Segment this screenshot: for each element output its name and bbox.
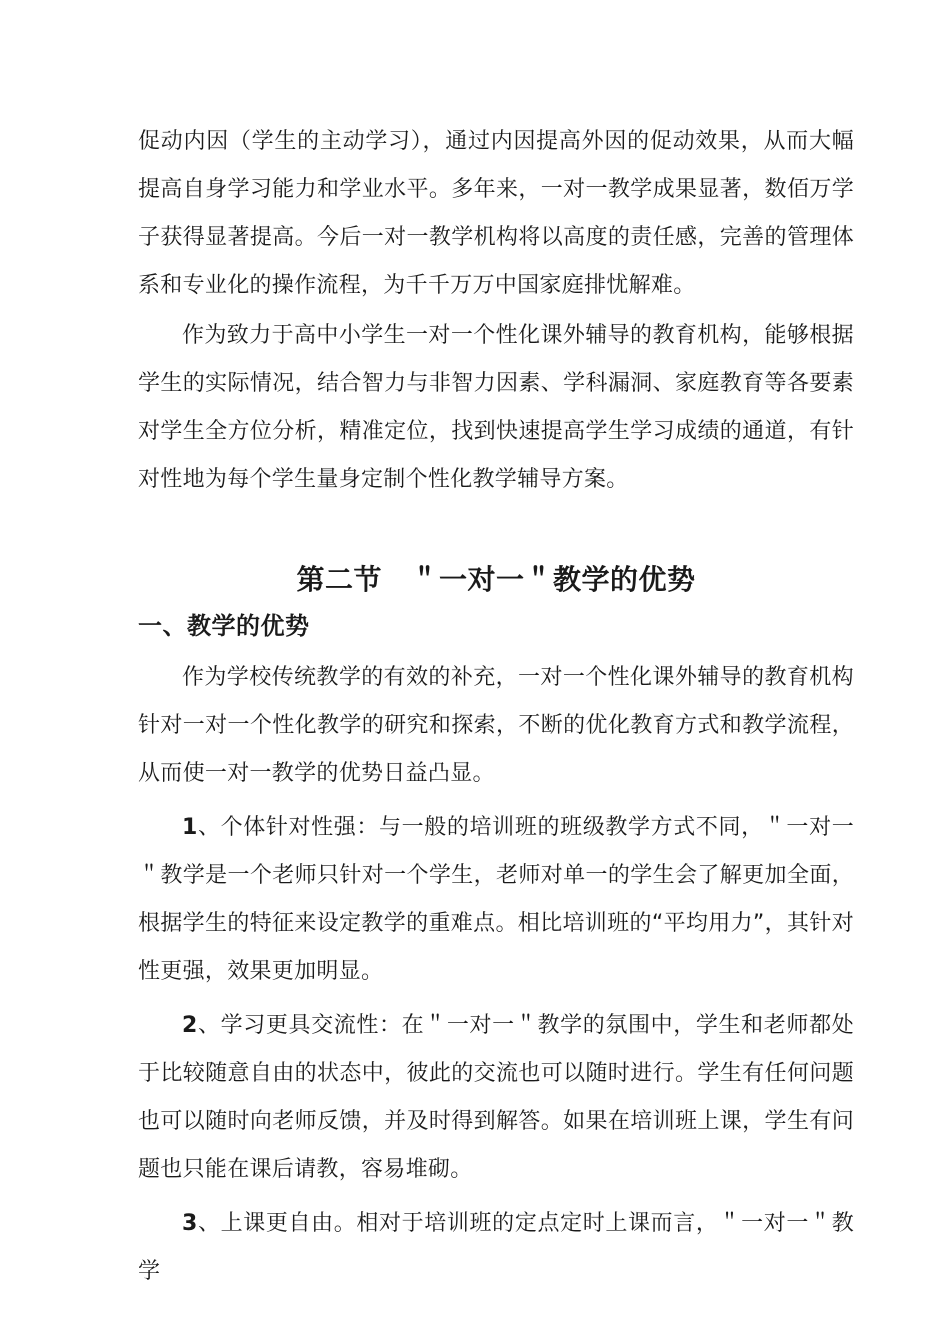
continued-paragraph: 促动内因（学生的主动学习），通过内因提高外因的促动效果，从而大幅提高自身学习能力和学业水平。多年来，一对一教学成果显著，数佰万学子获得显著提高。今后一对一教学机构将以高度的责任感，完善的管理体系和专业化的操作流程，为千千万万中国家庭排忧解难。 [138,129,854,298]
point-paragraph-1 [138,804,854,996]
institution-paragraph: 作为致力于高中小学生一对一个性化课外辅导的教育机构，能够根据学生的实际情况，结合智力与非智力因素、学科漏洞、家庭教育等各要素对学生全方位分析，精准定位，找到快速提高学生学习成绩的通道，有针对性地为每个学生量身定制个性化教学辅导方案。 [138,323,854,492]
subsection-title: 一、教学的优势 [138,612,310,640]
point-paragraph-3 [138,1200,854,1296]
point-number: 1 [182,815,198,840]
point-number: 2 [182,1013,198,1038]
section-title: 第二节 ＂一对一＂教学的优势 [296,563,696,596]
point-paragraph-2 [138,1002,854,1194]
point-text: 、上课更自由。相对于培训班的定点定时上课而言，＂一对一＂教学 [138,1211,854,1284]
point-number: 3 [182,1211,198,1236]
document-page [138,118,854,1296]
intro-paragraph: 作为学校传统教学的有效的补充，一对一个性化课外辅导的教育机构针对一对一个性化教学的研究和探索，不断的优化教育方式和教学流程，从而使一对一教学的优势日益凸显。 [138,665,854,786]
point-text: 、学习更具交流性：在＂一对一＂教学的氛围中，学生和老师都处于比较随意自由的状态中，彼此的交流也可以随时进行。学生有任何问题也可以随时向老师反馈，并及时得到解答。如果在培训班上课，学生有问题也只能在课后请教，容易堆砌。 [138,1013,854,1182]
point-text: 、个体针对性强：与一般的培训班的班级教学方式不同，＂一对一＂教学是一个老师只针对一个学生，老师对单一的学生会了解更加全面，根据学生的特征来设定教学的重难点。相比培训班的“平均用力”，其针对性更强，效果更加明显。 [138,815,854,984]
